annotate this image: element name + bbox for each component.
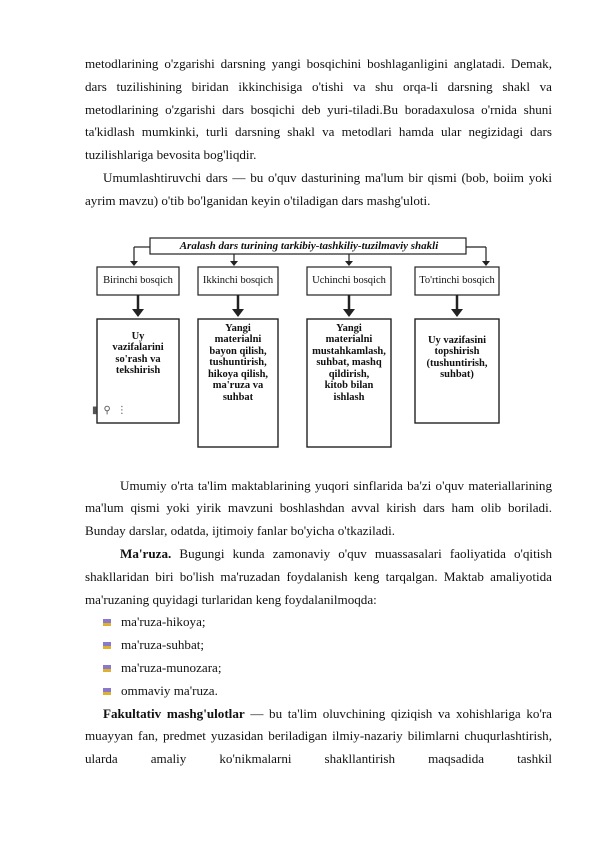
stage-2-line: ma'ruza va (212, 380, 264, 392)
paragraph-1: metodlarining o'zgarishi darsning yangi bosqichini boshlaganligini anglatadi. Demak, dars tuzilishining biridan ikkinchisiga o'tishi va shu orqa-li darsning shakl va metodlarining o'zgarishi dars bosqichi deb yuri-tiladi.Bu boradaxulosa o'rnida shuni ta'kidlash mumkinki, turli darsning shakl va metodlari hamda ular negizidagi dars tuzilishlariga bevosita bog'liqdir. (85, 56, 552, 163)
stage-2-line: materialni (214, 334, 262, 346)
stage-3-line: kitob bilan (324, 380, 374, 392)
stage-3-line: Yangi (336, 322, 362, 334)
stage-4-content (415, 335, 499, 381)
stage-2-line: hikoya qilish, (207, 368, 269, 380)
bullet-icon (103, 642, 111, 649)
bullet-icon (103, 688, 111, 695)
stage-3-line: ishlash (333, 391, 365, 403)
image-toolbar (92, 405, 127, 416)
list-item (103, 634, 552, 657)
stage-2-line: tushuntirish, (209, 357, 267, 369)
list-item (103, 680, 552, 703)
diagram-title: Aralash dars turining tarkibiy-tashkiliy-tuzilmaviy shakli (179, 239, 439, 252)
paragraph-3: Umumiy o'rta ta'lim maktablarining yuqori sinflarida ba'zi o'quv materiallarining ma'lum qismi yoki yirik mavzuni boshlashdan avval kirish dars ham olib boriladi. Bunday darslar, odatda, ijtimoiy fanlar bo'yicha o'tkaziladi. (85, 477, 552, 539)
paragraph-2: Umumlashtiruvchi dars — bu o'quv dasturining ma'lum bir qismi (bob, boiim yoki ayrim mavzu) o'tib bo'lganidan keyin o'tiladigan dars mashg'uloti. (85, 169, 552, 208)
stage-1-line: so'rash va (115, 353, 161, 365)
stage-1-line: Uy (131, 330, 145, 342)
stage-3-line: qildirish, (328, 368, 370, 380)
stage-4-header: To'rtinchi bosqich (419, 274, 495, 286)
lesson-structure-diagram (94, 237, 508, 449)
stage-3-line: suhbat, mashq (316, 357, 382, 369)
paragraph-5 (85, 703, 552, 771)
bullet-icon (103, 619, 111, 626)
stage-1-line: tekshirish (115, 365, 161, 377)
stage-2-line: Yangi (225, 322, 251, 334)
paragraph-4 (85, 543, 552, 611)
term-maruza: Ma'ruza. (120, 545, 172, 561)
stage-1-line: vazifalarini (112, 342, 164, 354)
list-item-text: ma'ruza-munozara; (121, 659, 222, 675)
stage-4-line: (tushuntirish, (426, 357, 488, 369)
lecture-types-list (85, 611, 552, 702)
stage-2-content (198, 323, 278, 404)
stage-3-content (307, 323, 391, 404)
stage-3-header: Uchinchi bosqich (312, 274, 386, 286)
stage-3-line: mustahkamlash, (312, 345, 386, 357)
stage-2-line: suhbat (222, 391, 254, 403)
paragraph-4-text: Bugungi kunda zamonaviy o'quv muassasalari faoliyatida o'qitish shakllaridan biri bo'lish ma'ruzadan foydalanish keng tarqalgan. Maktab amaliyotida ma'ruzaning quyidagi turlaridan keng foydalanilmoqda: (85, 545, 552, 607)
list-item-text: ommaviy ma'ruza. (121, 682, 218, 698)
list-item (103, 657, 552, 680)
stage-1-content (97, 331, 179, 377)
bullet-icon (103, 665, 111, 672)
search-icon[interactable]: ⚲ (103, 404, 111, 416)
list-item (103, 611, 552, 634)
paragraph-5-text: — bu ta'lim oluvchining qiziqish va xohishlariga ko'ra muayyan fan, predmet yuzasidan beriladigan ilmiy-nazariy bilimlarni chuqurlashtirish, ularda amaliy ko'nikmalarni shakllantirish maqsadida tashkil (85, 705, 552, 767)
stage-4-line: topshirish (434, 346, 480, 358)
stage-2-header: Ikkinchi bosqich (202, 274, 274, 286)
list-item-text: ma'ruza-suhbat; (121, 637, 205, 653)
stage-4-line: Uy vazifasini (427, 334, 487, 346)
document-page (85, 53, 552, 771)
term-fakultativ: Fakultativ mashg'ulotlar (103, 705, 245, 721)
list-item-text: ma'ruza-hikoya; (121, 614, 206, 630)
stage-1-header: Birinchi bosqich (103, 274, 173, 286)
more-icon[interactable]: ⋮ (116, 404, 127, 416)
tag-icon[interactable]: ▮ (92, 404, 98, 416)
stage-4-line: suhbat) (440, 369, 474, 381)
stage-2-line: bayon qilish, (209, 345, 267, 357)
stage-3-line: materialni (325, 334, 373, 346)
